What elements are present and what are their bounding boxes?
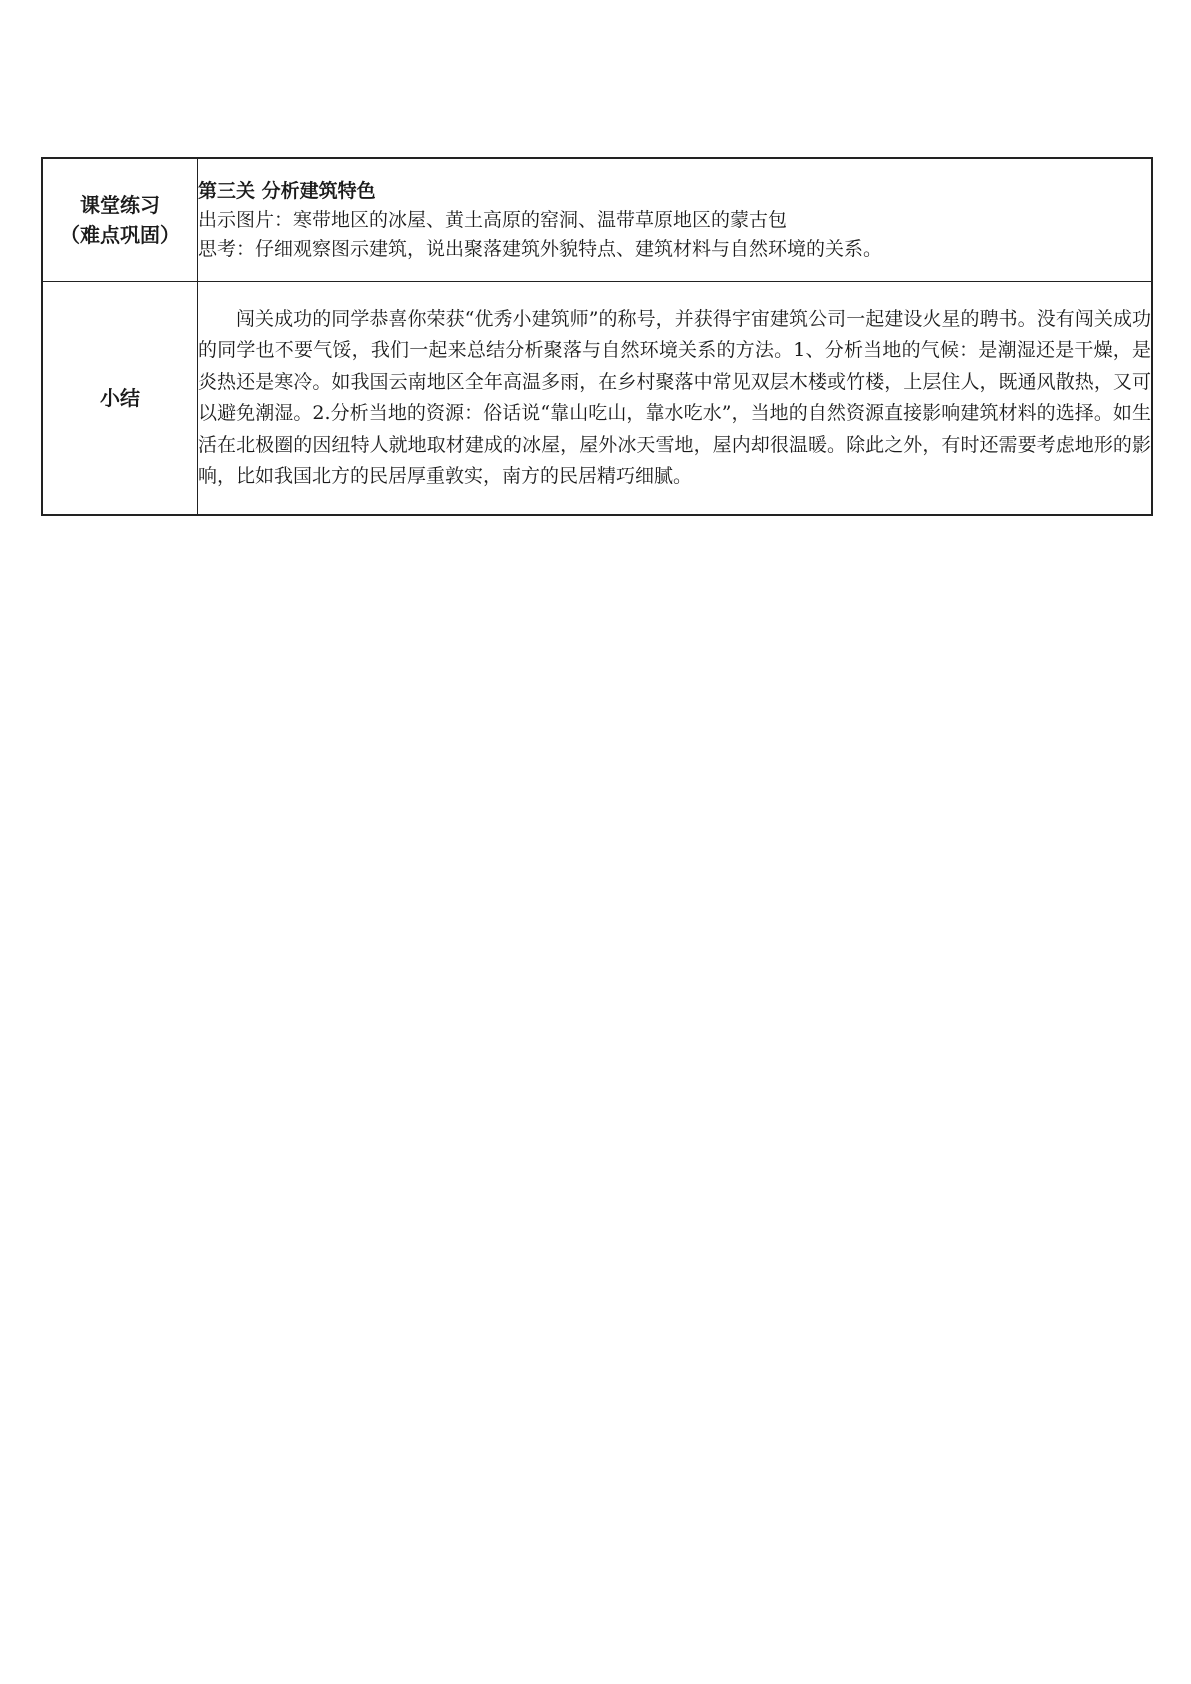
practice-label-cell xyxy=(42,158,198,282)
practice-images-line: 出示图片：寒带地区的冰屋、黄土高原的窑洞、温带草原地区的蒙古包 xyxy=(198,208,788,231)
summary-content-cell xyxy=(198,282,1153,516)
summary-label: 小结 xyxy=(100,386,140,410)
table-row-summary xyxy=(42,282,1152,516)
summary-paragraph: 闯关成功的同学恭喜你荣获“优秀小建筑师”的称号，并获得宇宙建筑公司一起建设火星的聘书。没有闯关成功的同学也不要气馁，我们一起来总结分析聚落与自然环境关系的方法。1、分析当地的气候：是潮湿还是干燥，是炎热还是寒冷。如我国云南地区全年高温多雨，在乡村聚落中常见双层木楼或竹楼，上层住人，既通风散热，又可以避免潮湿。2.分析当地的资源：俗话说“靠山吃山，靠水吃水”，当地的自然资源直接影响建筑材料的选择。如生活在北极圈的因纽特人就地取材建成的冰屋，屋外冰天雪地，屋内却很温暖。除此之外，有时还需要考虑地形的影响，比如我国北方的民居厚重敦实，南方的民居精巧细腻。 xyxy=(198,307,1151,487)
practice-label: 课堂练习 xyxy=(80,193,160,217)
practice-sublabel: （难点巩固） xyxy=(60,223,180,247)
practice-title: 第三关 分析建筑特色 xyxy=(198,179,376,202)
practice-content-cell xyxy=(198,158,1153,282)
summary-label-cell xyxy=(42,282,198,516)
table-row-practice xyxy=(42,158,1152,282)
practice-thinking-line: 思考：仔细观察图示建筑，说出聚落建筑外貌特点、建筑材料与自然环境的关系。 xyxy=(198,237,883,260)
lesson-table xyxy=(41,157,1153,516)
